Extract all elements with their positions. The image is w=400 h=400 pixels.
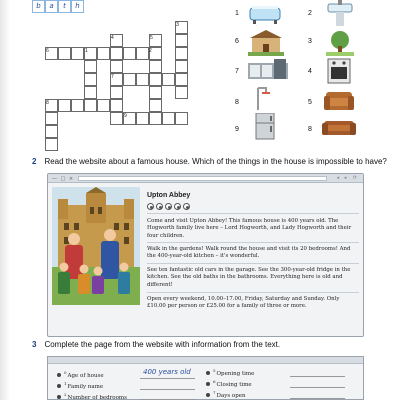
picture-number: 3 <box>308 38 312 45</box>
clue-number: 1 <box>85 48 88 54</box>
form-item-closing-time <box>206 379 252 388</box>
item-number: 6 <box>213 379 216 384</box>
fridge-icon <box>248 113 288 145</box>
item-label: Age of house <box>67 372 104 379</box>
exercise-text: Read the website about a famous house. Which of the things in the house is impossible to have? <box>44 157 387 166</box>
item-label: Family name <box>67 383 104 390</box>
crossword-cell[interactable] <box>110 112 123 125</box>
exercise-2-instruction <box>32 157 387 166</box>
address-bar[interactable] <box>78 176 327 181</box>
clue-number: 6 <box>46 48 49 54</box>
crossword-cell[interactable] <box>58 99 71 112</box>
crossword-cell[interactable] <box>123 47 136 60</box>
website-paragraph-1: Come and visit Upton Abbey! This famous house is 400 years old. The Hogworth family live here – Lord Hogworth, and Lady Hogworth and their four children. <box>147 218 352 239</box>
bullet-icon <box>206 393 210 397</box>
item-number: 7 <box>213 390 216 395</box>
sink-icon <box>322 0 362 32</box>
crossword-cell[interactable] <box>162 112 175 125</box>
picture-number: 1 <box>235 10 239 17</box>
crossword-cell[interactable] <box>45 125 58 138</box>
item-number: 1 <box>64 381 67 386</box>
picture-number: 9 <box>235 126 239 133</box>
crossword-cell[interactable] <box>149 60 162 73</box>
divider <box>147 242 359 243</box>
picture-number: 8 <box>235 99 239 106</box>
crossword-cell[interactable] <box>175 73 188 86</box>
rating-circle-icon <box>183 203 190 210</box>
rating-circle-icon <box>174 203 181 210</box>
bullet-icon <box>57 373 61 377</box>
picture-number: 4 <box>308 68 312 75</box>
picture-number: 5 <box>308 99 312 106</box>
browser-toolbar <box>48 174 363 183</box>
window-controls[interactable]: — □ × <box>52 176 75 182</box>
bullet-icon <box>206 382 210 386</box>
clue-number: 5 <box>150 35 153 41</box>
answer-line[interactable] <box>290 376 345 377</box>
item-number: 5 <box>213 368 216 373</box>
crossword-cell[interactable] <box>162 73 175 86</box>
website-paragraph-3: See ten fantastic old cars in the garage. See the 300-year-old fridge in the kitchen. See the old baths in the bathrooms. Everything here is old and different! <box>147 267 351 288</box>
website-paragraph-2: Walk in the gardens! Walk round the house and visit its 20 bedrooms! And the 400-year-old kitchen – it's wonderful. <box>147 246 351 260</box>
crossword-cell[interactable] <box>123 73 136 86</box>
answer-line[interactable] <box>290 387 345 388</box>
clue-number: 4 <box>111 35 114 41</box>
item-number: 2 <box>64 392 67 397</box>
form-item-opening-time <box>206 368 254 377</box>
picture-number: 7 <box>235 68 239 75</box>
divider <box>147 292 359 293</box>
form-item-family-name <box>57 381 103 390</box>
picture-number: 2 <box>308 10 312 17</box>
website-title: Upton Abbey <box>147 192 191 199</box>
crossword-cell[interactable] <box>175 60 188 73</box>
crossword-cell[interactable] <box>97 99 110 112</box>
crossword-cell[interactable] <box>175 86 188 99</box>
crossword-cell[interactable] <box>110 86 123 99</box>
bullet-icon <box>57 395 61 399</box>
crossword-letter: h <box>75 2 80 10</box>
clue-number: 3 <box>176 22 179 28</box>
crossword-cell[interactable] <box>45 138 58 151</box>
form-item-age <box>57 370 104 379</box>
crossword-cell[interactable] <box>136 73 149 86</box>
crossword-cell[interactable] <box>136 112 149 125</box>
item-label: Closing time <box>216 381 252 388</box>
clue-number: 7 <box>111 74 114 80</box>
form-item-bedrooms <box>57 392 127 400</box>
divider <box>147 263 359 264</box>
item-label: Number of bedrooms <box>67 394 127 400</box>
crossword-cell[interactable] <box>175 34 188 47</box>
item-number: 0 <box>64 370 67 375</box>
crossword-cell[interactable] <box>149 99 162 112</box>
sofa-icon <box>322 113 362 145</box>
bath-icon <box>248 0 288 32</box>
crossword-cell[interactable] <box>149 73 162 86</box>
exercise-3-instruction <box>32 340 280 349</box>
crossword-cell[interactable] <box>84 86 97 99</box>
crossword-cell[interactable] <box>110 47 123 60</box>
crossword-letter: t <box>63 2 66 10</box>
abbey-family-illustration <box>52 187 140 305</box>
form-item-days-open <box>206 390 246 399</box>
crossword-cell[interactable] <box>175 112 188 125</box>
crossword-cell[interactable] <box>149 112 162 125</box>
divider <box>147 213 359 214</box>
browser-nav-buttons[interactable]: ◂ ▸ ⟳ <box>336 175 359 181</box>
picture-number: 8 <box>308 126 312 133</box>
crossword-cell[interactable] <box>71 47 84 60</box>
answer-line[interactable] <box>140 389 195 390</box>
answer-line[interactable] <box>290 398 345 399</box>
crossword-cell[interactable] <box>58 47 71 60</box>
crossword-cell[interactable] <box>136 47 149 60</box>
clue-number: 2 <box>149 48 152 54</box>
crossword-cell[interactable] <box>45 112 58 125</box>
answer-age[interactable]: 400 years old <box>143 368 191 376</box>
form-toolbar <box>48 357 363 364</box>
crossword-cell[interactable] <box>97 47 110 60</box>
item-label: Opening time <box>216 370 255 377</box>
picture-number: 6 <box>235 38 239 45</box>
crossword-cell[interactable] <box>71 99 84 112</box>
rating-circle-icon <box>165 203 172 210</box>
crossword-cell[interactable] <box>175 47 188 60</box>
exercise-text: Complete the page from the website with information from the text. <box>44 340 281 349</box>
cooker-icon <box>322 57 362 89</box>
bullet-icon <box>206 371 210 375</box>
rating-circle-icon <box>156 203 163 210</box>
clue-number: 9 <box>124 113 127 119</box>
website-paragraph-4: Open every weekend, 10.00–17.00, Friday, Saturday and Sunday. Only £10.00 per person or £25.00 for a family of three or more. <box>147 296 340 310</box>
exercise-number: 2 <box>32 157 37 166</box>
exercise-number: 3 <box>32 340 37 349</box>
crossword-cell[interactable] <box>84 73 97 86</box>
rating-circle-icon <box>147 203 154 210</box>
bullet-icon <box>57 384 61 388</box>
page-edge-shadow <box>0 0 10 400</box>
crossword-cell[interactable] <box>110 99 123 112</box>
crossword-letter: b <box>36 2 41 10</box>
crossword-cell[interactable] <box>84 60 97 73</box>
crossword-cell[interactable] <box>149 86 162 99</box>
crossword-cell[interactable] <box>110 60 123 73</box>
crossword-cell[interactable] <box>84 99 97 112</box>
rating-circles <box>147 203 190 210</box>
clue-number: 8 <box>46 100 49 106</box>
kitchen-icon <box>248 57 288 89</box>
item-label: Days open <box>216 392 246 399</box>
crossword-letter: a <box>49 2 54 10</box>
answer-line <box>140 378 195 379</box>
